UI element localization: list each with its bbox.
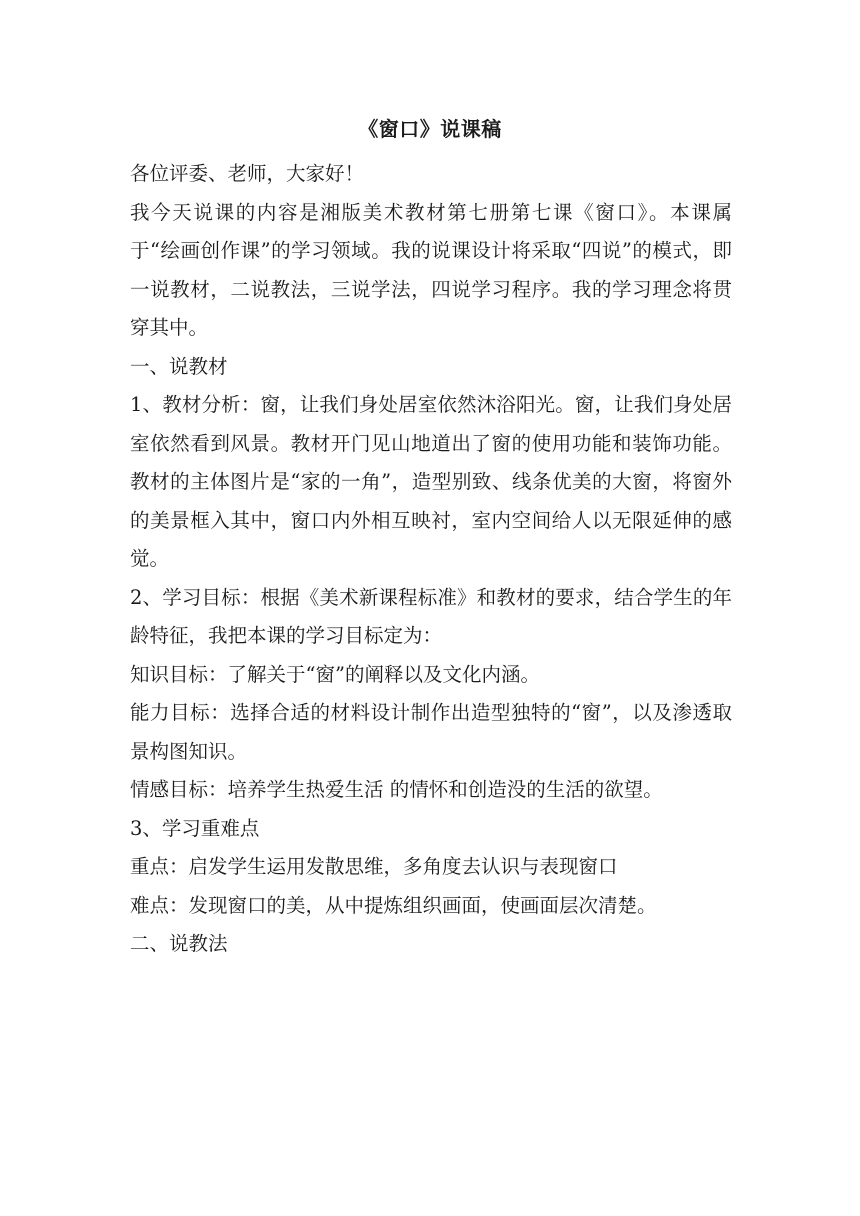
key-point-paragraph: 重点：启发学生运用发散思维，多角度去认识与表现窗口	[130, 855, 618, 878]
intro-paragraph: 我今天说课的内容是湘版美术教材第七册第七课《窗口》。本课属于“绘画创作课”的学习领域。我的说课设计将采取“四说”的模式，即一说教材，二说教法，三说学法，四说学习程序。我的学习理念将贯穿其中。	[130, 200, 732, 339]
section-heading-teaching-method: 二、说教法	[130, 932, 228, 955]
emotion-objective-paragraph: 情感目标：培养学生热爱生活 的情怀和创造没的生活的欲望。	[130, 778, 663, 801]
ability-objective-paragraph: 能力目标：选择合适的材料设计制作出造型独特的“窗”，以及渗透取景构图知识。	[130, 701, 732, 763]
section-heading-textbook: 一、说教材	[130, 354, 228, 378]
difficulty-paragraph: 难点：发现窗口的美，从中提炼组织画面，使画面层次清楚。	[130, 893, 657, 917]
key-difficulties-heading: 3、学习重难点	[130, 816, 260, 840]
greeting-paragraph: 各位评委、老师，大家好！	[130, 162, 365, 185]
learning-objectives-paragraph: 2、学习目标：根据《美术新课程标准》和教材的要求，结合学生的年龄特征，我把本课的学习目标定为：	[130, 585, 732, 647]
document-title: 《窗口》说课稿	[358, 117, 502, 141]
knowledge-objective-paragraph: 知识目标：了解关于“窗”的阐释以及文化内涵。	[130, 662, 540, 686]
document-body	[130, 155, 732, 964]
textbook-analysis-paragraph: 1、教材分析：窗，让我们身处居室依然沐浴阳光。窗，让我们身处居室依然看到风景。教材开门见山地道出了窗的使用功能和装饰功能。教材的主体图片是“家的一角”，造型别致、线条优美的大窗，将窗外的美景框入其中，窗口内外相互映衬，室内空间给人以无限延伸的感觉。	[130, 393, 732, 570]
